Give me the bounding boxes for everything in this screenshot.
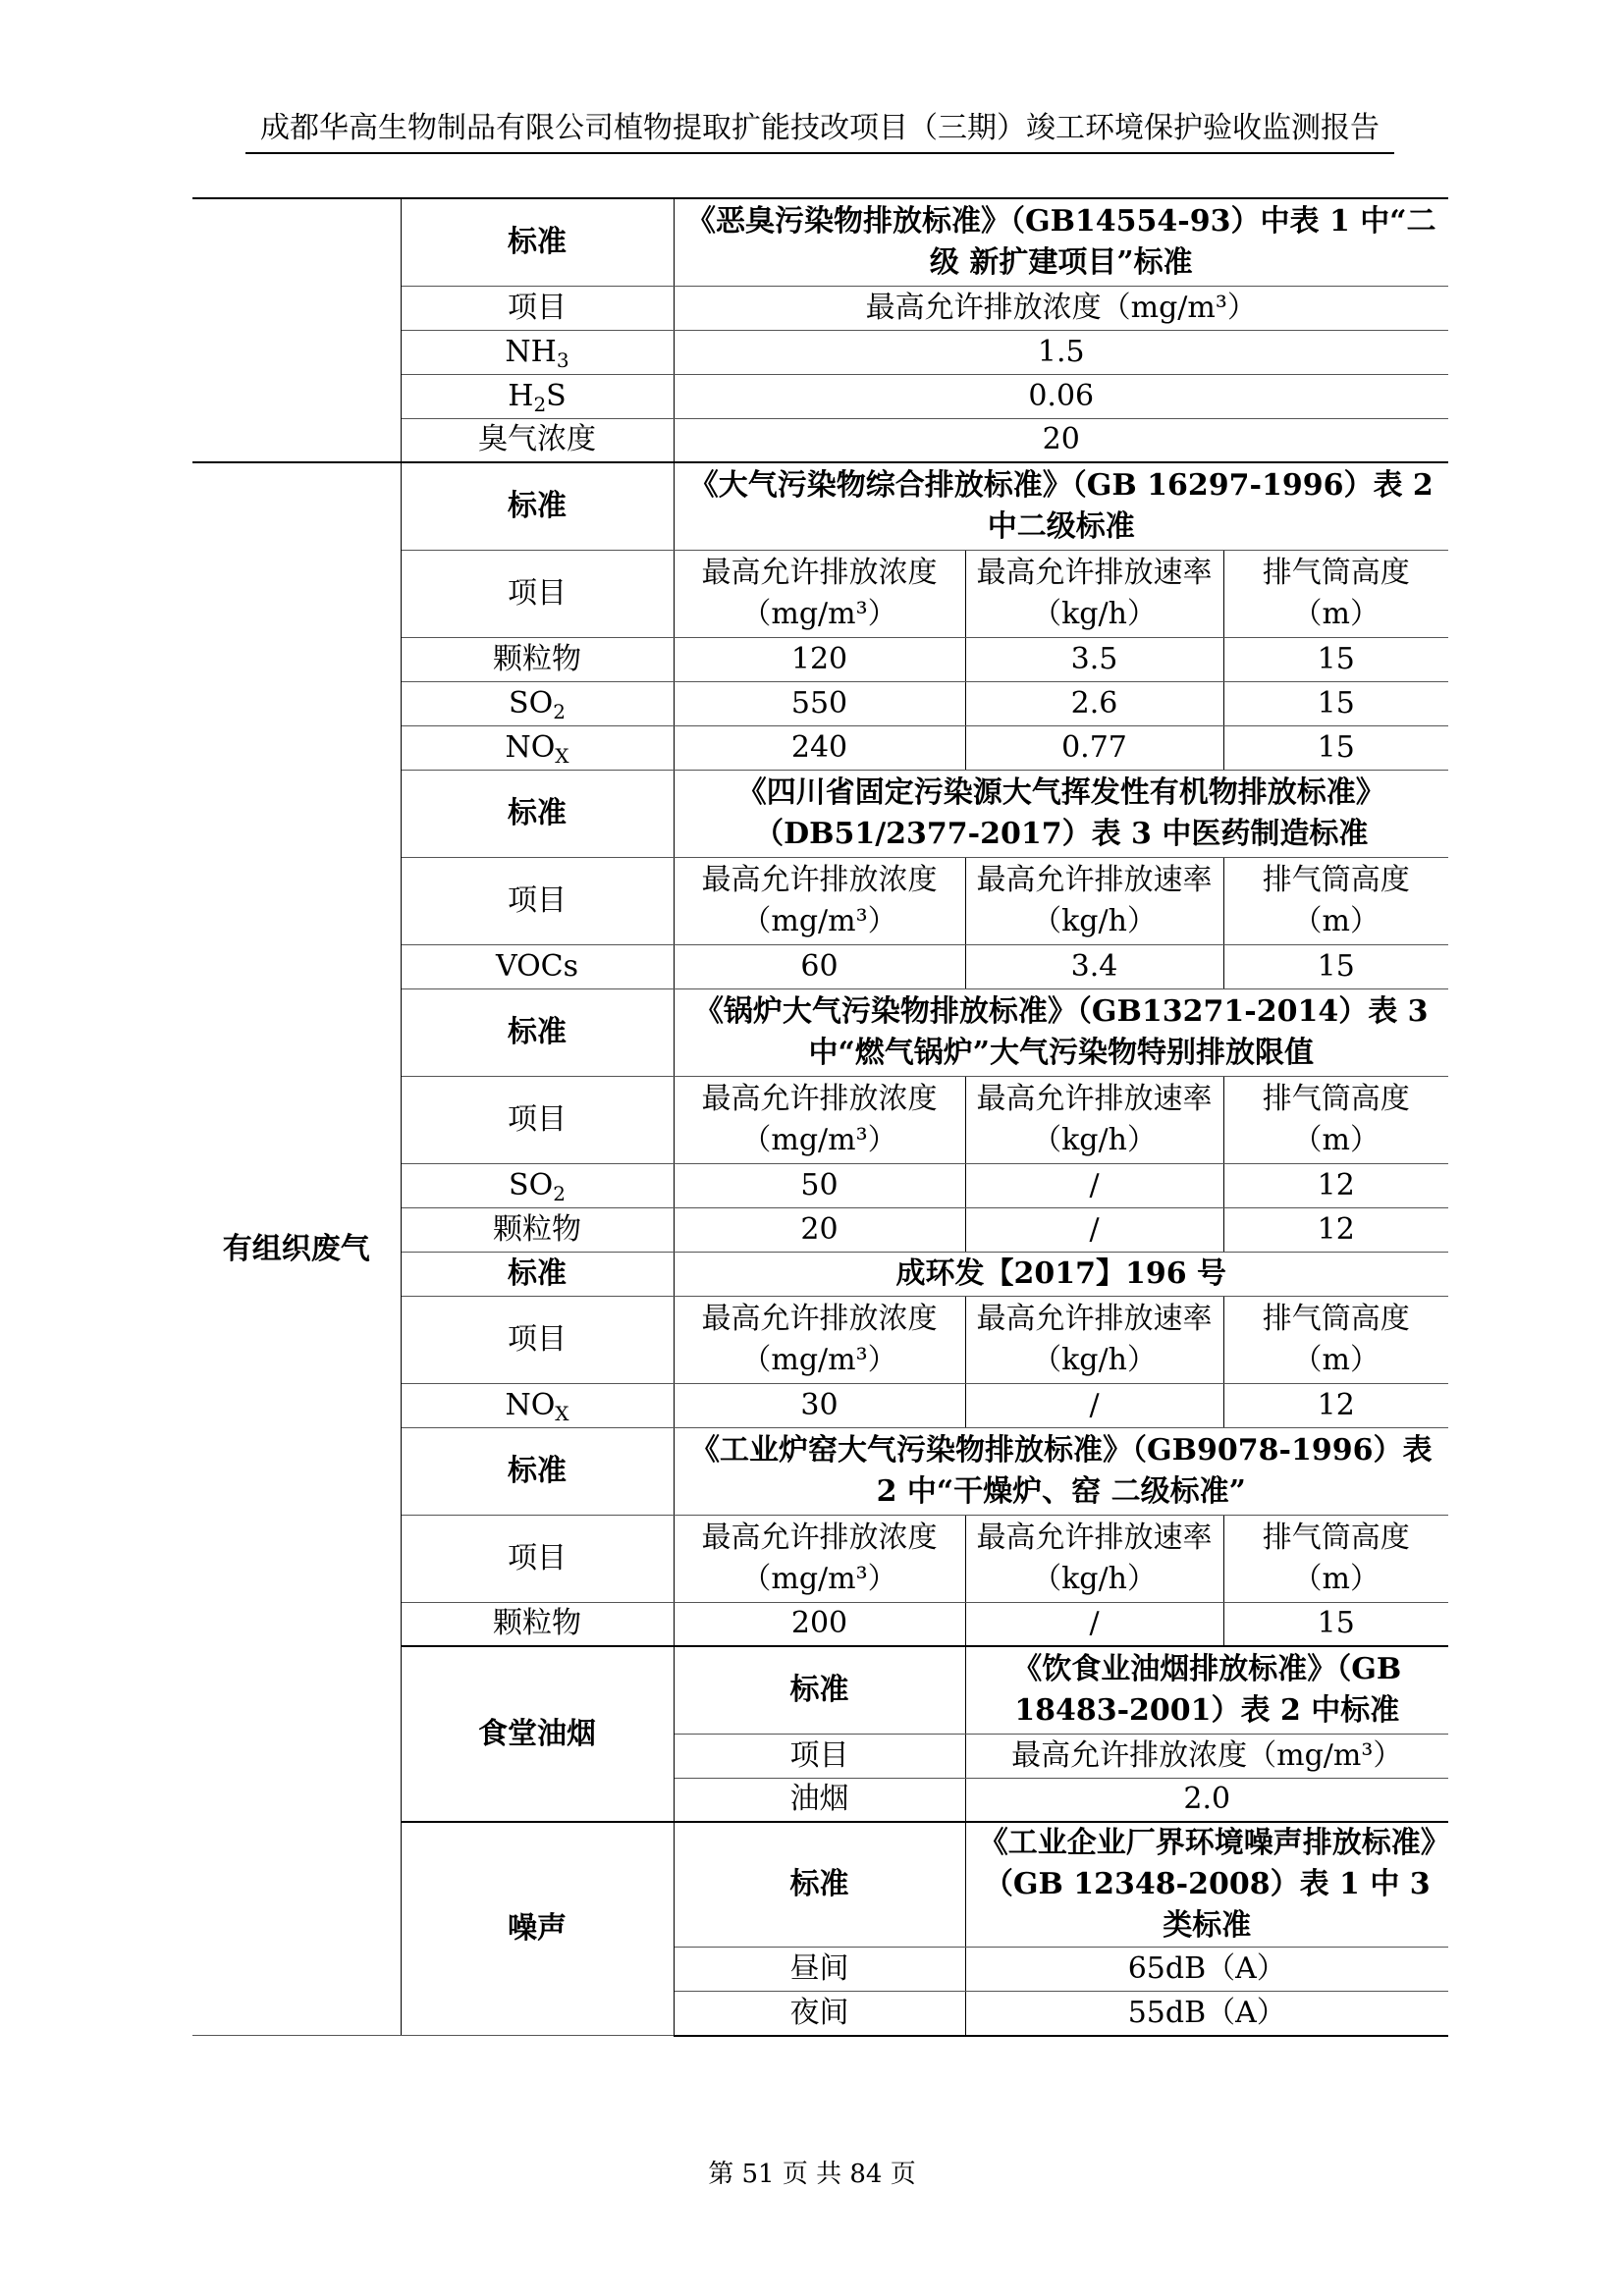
pollutant-name: $H_2S$ [401,374,674,418]
rate-value: 2.6 [965,681,1223,725]
col-header-rate: 最高允许排放速率（kg/h） [965,1296,1223,1383]
col-header-rate: 最高允许排放速率（kg/h） [965,1515,1223,1602]
pollutant-name: 颗粒物 [401,637,674,681]
standard-label: 标准 [401,1252,674,1296]
organized-category-cell: 有组织废气 [192,462,401,2036]
organized-s1-standard-row [192,462,1448,550]
stack-height-value: 15 [1223,1602,1448,1646]
noise-standard-text: 《工业企业厂界环境噪声排放标准》（GB 12348-2008）表 1 中 3 类标准 [965,1822,1448,1948]
organized-s3-standard-text: 《锅炉大气污染物排放标准》（GB13271-2014）表 3 中“燃气锅炉”大气污染物特别排放限值 [674,988,1448,1076]
pollutant-name: $NO_X$ [401,725,674,770]
period-name: 昼间 [674,1948,965,1992]
col-header-rate: 最高允许排放速率（kg/h） [965,1076,1223,1163]
organized-s2-standard-text: 《四川省固定污染源大气挥发性有机物排放标准》（DB51/2377-2017）表 3 中医药制造标准 [674,770,1448,857]
standard-label: 标准 [674,1646,965,1734]
item-label: 项目 [401,1515,674,1602]
limit-value: 1.5 [674,330,1448,374]
col-header-stack-height: 排气筒高度（m） [1223,1296,1448,1383]
organized-s4-standard-text: 成环发【2017】196 号 [674,1252,1448,1296]
period-name: 夜间 [674,1992,965,2036]
col-header-concentration: 最高允许排放浓度（mg/m³） [674,1296,965,1383]
odor-standard-text: 《恶臭污染物排放标准》（GB14554-93）中表 1 中“二级 新扩建项目”标准 [674,198,1448,286]
col-header-concentration: 最高允许排放浓度（mg/m³） [674,857,965,944]
concentration-value: 120 [674,637,965,681]
col-header-stack-height: 排气筒高度（m） [1223,857,1448,944]
report-header-title: 成都华高生物制品有限公司植物提取扩能技改项目（三期）竣工环境保护验收监测报告 [260,111,1380,145]
limit-value: 20 [674,418,1448,462]
pollutant-name: $SO_2$ [401,1163,674,1207]
concentration-value: 200 [674,1602,965,1646]
pollutant-name: 臭气浓度 [401,418,674,462]
item-label: 项目 [401,550,674,637]
header-rule [245,152,1394,154]
col-header-stack-height: 排气筒高度（m） [1223,550,1448,637]
standard-label: 标准 [401,462,674,550]
organized-s5-standard-text: 《工业炉窑大气污染物排放标准》（GB9078-1996）表 2 中“干燥炉、窑 二级标准” [674,1427,1448,1515]
limit-value: 2.0 [965,1778,1448,1822]
pollutant-name: 颗粒物 [401,1602,674,1646]
canteen-col-header: 最高允许排放浓度（mg/m³） [965,1734,1448,1778]
rate-value: 3.4 [965,944,1223,988]
col-header-stack-height: 排气筒高度（m） [1223,1076,1448,1163]
emission-standards-table [192,197,1448,2037]
col-header-rate: 最高允许排放速率（kg/h） [965,857,1223,944]
standard-label: 标准 [401,988,674,1076]
concentration-value: 30 [674,1383,965,1427]
pollutant-name: $SO_2$ [401,681,674,725]
col-header-rate: 最高允许排放速率（kg/h） [965,550,1223,637]
rate-value: 0.77 [965,725,1223,770]
noise-limit-value: 55dB（A） [965,1992,1448,2036]
col-header-stack-height: 排气筒高度（m） [1223,1515,1448,1602]
item-label: 项目 [401,286,674,330]
col-header-concentration: 最高允许排放浓度（mg/m³） [674,1076,965,1163]
pollutant-name: $NO_X$ [401,1383,674,1427]
concentration-value: 240 [674,725,965,770]
pollutant-name: 油烟 [674,1778,965,1822]
noise-category-cell: 噪声 [401,1822,674,2036]
concentration-value: 20 [674,1207,965,1252]
concentration-value: 550 [674,681,965,725]
stack-height-value: 12 [1223,1383,1448,1427]
standard-label: 标准 [401,1427,674,1515]
standard-label: 标准 [401,198,674,286]
odor-standard-row [192,198,1448,286]
canteen-standard-text: 《饮食业油烟排放标准》（GB 18483-2001）表 2 中标准 [965,1646,1448,1734]
canteen-category-cell: 食堂油烟 [401,1646,674,1822]
standard-label: 标准 [674,1822,965,1948]
item-label: 项目 [674,1734,965,1778]
concentration-value: 50 [674,1163,965,1207]
rate-value: / [965,1383,1223,1427]
pollutant-name: VOCs [401,944,674,988]
col-header-concentration: 最高允许排放浓度（mg/m³） [674,1515,965,1602]
rate-value: / [965,1602,1223,1646]
pollutant-name: $NH_3$ [401,330,674,374]
odor-category-cell [192,198,401,462]
standard-label: 标准 [401,770,674,857]
concentration-value: 60 [674,944,965,988]
stack-height-value: 15 [1223,944,1448,988]
item-label: 项目 [401,857,674,944]
stack-height-value: 12 [1223,1163,1448,1207]
stack-height-value: 15 [1223,725,1448,770]
stack-height-value: 12 [1223,1207,1448,1252]
pollutant-name: 颗粒物 [401,1207,674,1252]
col-header-concentration: 最高允许排放浓度（mg/m³） [674,550,965,637]
limit-value: 0.06 [674,374,1448,418]
page-number: 第 51 页 共 84 页 [708,2160,916,2189]
rate-value: / [965,1163,1223,1207]
stack-height-value: 15 [1223,637,1448,681]
item-label: 项目 [401,1076,674,1163]
noise-limit-value: 65dB（A） [965,1948,1448,1992]
item-label: 项目 [401,1296,674,1383]
organized-s1-standard-text: 《大气污染物综合排放标准》（GB 16297-1996）表 2 中二级标准 [674,462,1448,550]
stack-height-value: 15 [1223,681,1448,725]
odor-col-header: 最高允许排放浓度（mg/m³） [674,286,1448,330]
rate-value: / [965,1207,1223,1252]
rate-value: 3.5 [965,637,1223,681]
